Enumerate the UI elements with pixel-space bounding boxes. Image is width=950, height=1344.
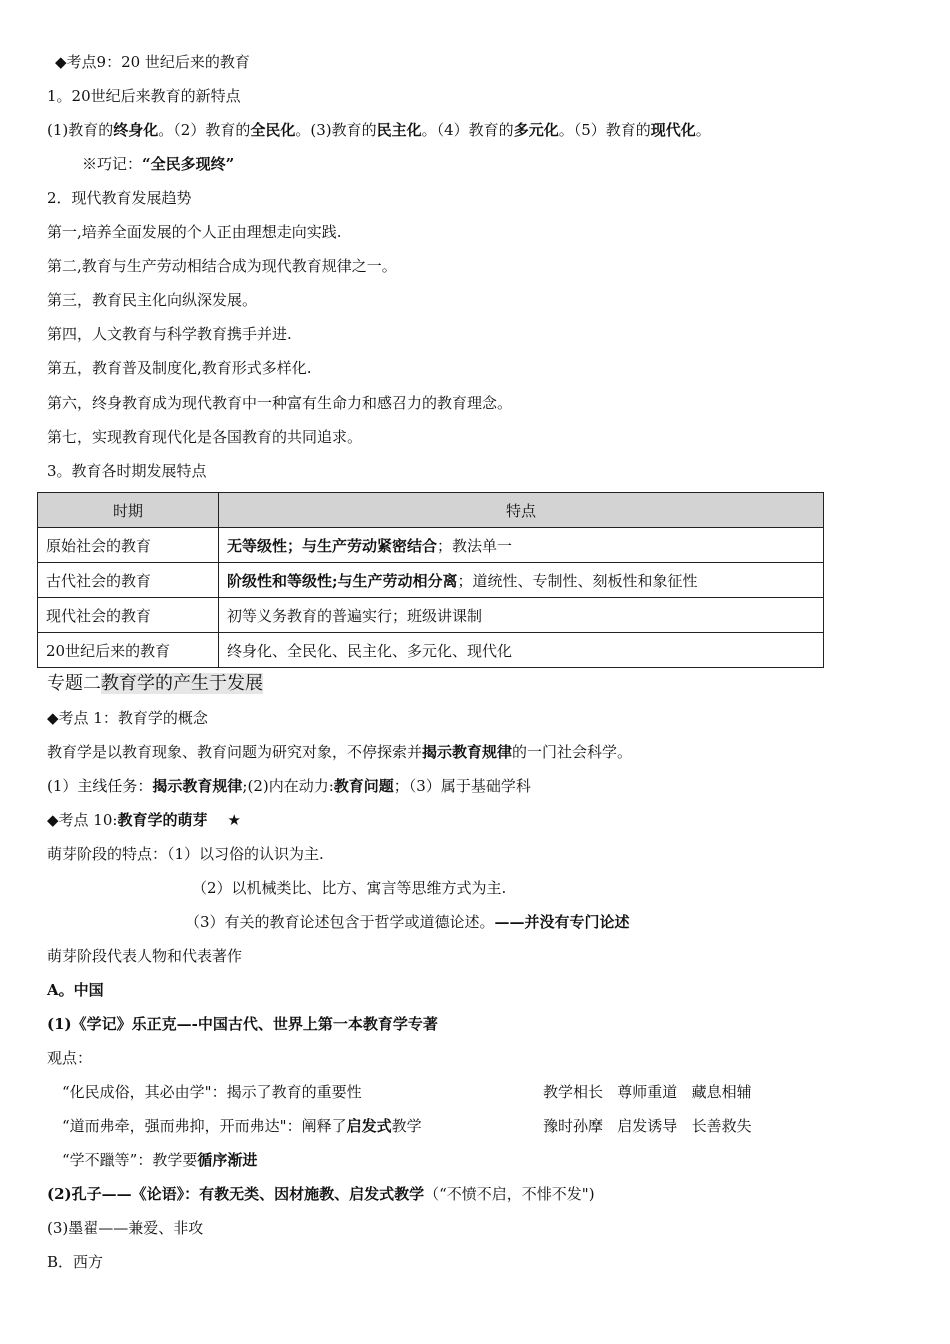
feature-2-post: 。 bbox=[295, 121, 311, 139]
view-1: “化民成俗，其必由学"：揭示了教育的重要性 bbox=[62, 1083, 362, 1101]
feature-4-pre: （4）教育的 bbox=[436, 121, 514, 139]
feature-5-key: 现代化 bbox=[650, 121, 696, 139]
views-label: 观点： bbox=[47, 1049, 93, 1067]
table-row bbox=[38, 598, 824, 633]
feature-1-key: 终身化 bbox=[113, 121, 159, 139]
feature-5-pre: （5）教育的 bbox=[573, 121, 651, 139]
feature-1-pre: (1)教育的 bbox=[47, 121, 114, 139]
feature-rest-text: ；教法单一 bbox=[437, 536, 513, 555]
table-cell-period: 20世纪后来的教育 bbox=[38, 633, 219, 668]
definition-points bbox=[47, 776, 531, 796]
traits-line-1: 萌芽阶段的特点：（1）以习俗的认识为主. bbox=[47, 845, 324, 863]
feature-key-text: 无等级性；与生产劳动紧密结合 bbox=[227, 536, 438, 555]
subsection-title-3: 3。教育各时期发展特点 bbox=[47, 462, 207, 480]
view-2 bbox=[62, 1116, 422, 1136]
topic-title bbox=[47, 672, 263, 696]
west-title: B．西方 bbox=[47, 1253, 104, 1271]
table-row bbox=[38, 528, 824, 563]
feature-rest-text: ；道统性、专制性、刻板性和象征性 bbox=[457, 571, 698, 590]
feature-4-post: 。 bbox=[558, 121, 574, 139]
table-cell-features bbox=[219, 528, 824, 563]
section-heading-p1: ◆考点 1：教育学的概念 bbox=[47, 709, 208, 727]
table-cell-period: 现代社会的教育 bbox=[38, 598, 219, 633]
definition-key: 揭示教育规律 bbox=[422, 743, 513, 761]
trend-item: 第四，人文教育与科学教育携手并进. bbox=[47, 325, 292, 343]
feature-3-pre: (3)教育的 bbox=[310, 121, 377, 139]
point-1-value: 揭示教育规律 bbox=[152, 777, 243, 795]
view-2-post: 教学 bbox=[391, 1117, 422, 1135]
view-3-pre: “学不躐等”：教学要 bbox=[62, 1151, 198, 1169]
table-header-period: 时期 bbox=[38, 493, 219, 528]
feature-key-text: 阶级性和等级性;与生产劳动相分离 bbox=[227, 571, 458, 590]
feature-3-key: 民主化 bbox=[376, 121, 422, 139]
china-title: A。中国 bbox=[47, 981, 104, 999]
topic-prefix: 专题二 bbox=[47, 673, 101, 694]
kongzi-key: (2)孔子——《论语》：有教无类、因材施教、启发式教学 bbox=[47, 1185, 425, 1203]
mozi-line: (3)墨翟——兼爱、非攻 bbox=[47, 1219, 204, 1237]
section-heading-p9: ◆考点9：20 世纪后来的教育 bbox=[55, 53, 250, 71]
memo-line bbox=[82, 154, 234, 174]
table-row bbox=[38, 633, 824, 668]
point-2-value: 教育问题 bbox=[333, 777, 394, 795]
subsection-title-2: 2．现代教育发展趋势 bbox=[47, 189, 192, 207]
view-2-key: 启发式 bbox=[346, 1117, 392, 1135]
reps-title: 萌芽阶段代表人物和代表著作 bbox=[47, 947, 243, 965]
view-3-key: 循序渐进 bbox=[197, 1151, 258, 1169]
trend-item: 第一,培养全面发展的个人正由理想走向实践. bbox=[47, 223, 342, 241]
table-cell-features bbox=[219, 563, 824, 598]
definition-post: 的一门社会科学。 bbox=[512, 743, 633, 761]
table-row bbox=[38, 563, 824, 598]
table-cell-features bbox=[219, 598, 824, 633]
trait-3-text: （3）有关的教育论述包含于哲学或道德论述。 bbox=[185, 913, 495, 931]
table-cell-period: 原始社会的教育 bbox=[38, 528, 219, 563]
periods-table bbox=[37, 492, 824, 668]
table-cell-period: 古代社会的教育 bbox=[38, 563, 219, 598]
feature-rest-text: 终身化、全民化、民主化、多元化、现代化 bbox=[227, 641, 513, 660]
table-header-features: 特点 bbox=[219, 493, 824, 528]
kongzi-line bbox=[47, 1184, 595, 1204]
view-2-pre: “道而弗牵，强而弗抑，开而弗达"：阐释了 bbox=[62, 1117, 347, 1135]
view-2-keywords: 豫时孙摩 启发诱导 长善救失 bbox=[543, 1117, 752, 1135]
point-2-label: ;(2)内在动力: bbox=[242, 777, 334, 795]
view-1-keywords: 教学相长 尊师重道 藏息相辅 bbox=[543, 1083, 752, 1101]
topic-name: 教育学的产生于发展 bbox=[101, 673, 263, 694]
traits-line-2: （2）以机械类比、比方、寓言等思维方式为主. bbox=[192, 879, 507, 897]
feature-3-post: 。 bbox=[421, 121, 437, 139]
heading-key: 教育学的萌芽 bbox=[117, 811, 208, 829]
memo-phrase: “全民多现终” bbox=[142, 155, 235, 173]
definition-pre: 教育学是以教育现象、教育问题为研究对象，不停探索并 bbox=[47, 743, 423, 761]
star-icon: ★ bbox=[227, 811, 241, 829]
table-header-row bbox=[38, 493, 824, 528]
feature-2-pre: （2）教育的 bbox=[173, 121, 251, 139]
trend-item: 第五，教育普及制度化,教育形式多样化. bbox=[47, 359, 312, 377]
xueji-line: (1)《学记》乐正克—-中国古代、世界上第一本教育学专著 bbox=[47, 1015, 438, 1033]
view-3 bbox=[62, 1150, 257, 1170]
feature-4-key: 多元化 bbox=[513, 121, 559, 139]
kongzi-quote: （“不愤不启，不悱不发") bbox=[424, 1185, 595, 1203]
trend-item: 第六，终身教育成为现代教育中一种富有生命力和感召力的教育理念。 bbox=[47, 394, 513, 412]
point-3: ；（3）属于基础学科 bbox=[393, 777, 531, 795]
table-cell-features bbox=[219, 633, 824, 668]
heading-prefix: ◆考点 10: bbox=[47, 811, 118, 829]
trend-item: 第七，实现教育现代化是各国教育的共同追求。 bbox=[47, 428, 363, 446]
feature-2-key: 全民化 bbox=[250, 121, 296, 139]
feature-rest-text: 初等义务教育的普遍实行；班级讲课制 bbox=[227, 606, 483, 625]
definition-line bbox=[47, 742, 632, 762]
trend-item: 第二,教育与生产劳动相结合成为现代教育规律之一。 bbox=[47, 257, 397, 275]
features-line bbox=[47, 120, 711, 140]
point-1-label: (1）主线任务： bbox=[47, 777, 153, 795]
feature-1-post: 。 bbox=[158, 121, 174, 139]
traits-line-3 bbox=[185, 912, 630, 932]
memo-label: ※巧记： bbox=[82, 155, 143, 173]
subsection-title-1: 1。20世纪后来教育的新特点 bbox=[47, 87, 241, 105]
trend-item: 第三，教育民主化向纵深发展。 bbox=[47, 291, 258, 309]
feature-5-post: 。 bbox=[695, 121, 711, 139]
trait-3-note: ——并没有专门论述 bbox=[494, 913, 630, 931]
section-heading-p10 bbox=[47, 810, 241, 830]
